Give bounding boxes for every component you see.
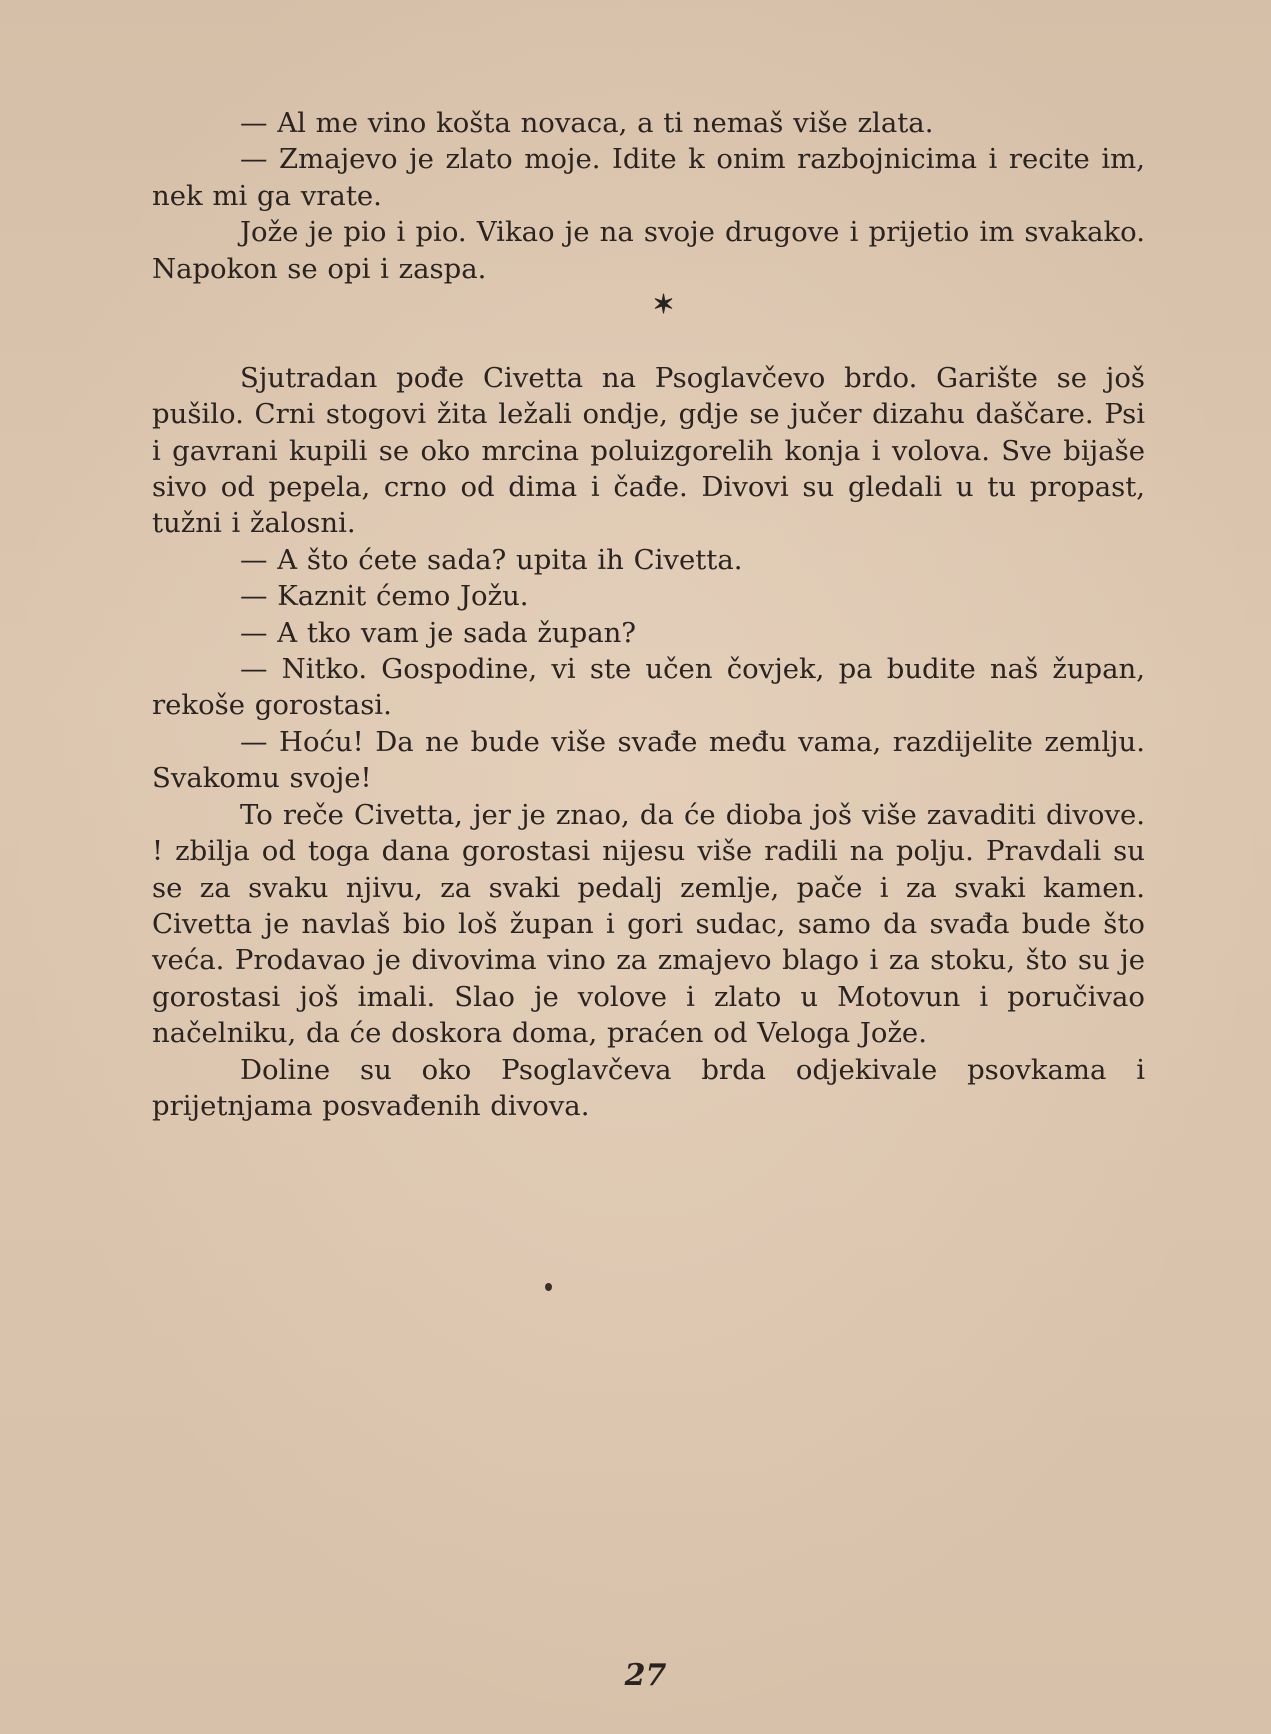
paragraph: — Hoću! Da ne bude više svađe među vama, razdijelite zemlju. Svakomu svoje! [152, 725, 1145, 795]
section-break-asterisk: ✶ [652, 290, 675, 321]
page-text [152, 105, 1145, 1124]
paragraph: — Zmajevo je zlato moje. Idite k onim razbojnicima i recite im, nek mi ga vrate. [152, 143, 1145, 212]
paragraph: — Al me vino košta novaca, a ti nemaš više zlata. [240, 107, 934, 139]
paragraph: — A tko vam je sada župan? [240, 616, 637, 649]
paragraph: — Kaznit ćemo Jožu. [240, 580, 529, 613]
paragraph: To reče Civetta, jer je znao, da će dioba još više zavaditi divove. ! zbilja od toga dana gorostasi nijesu više radili na polju. Pravdali su se za svaku njivu, za svaki pedalj zemlje, pače i za svaki kamen. Civetta je navlaš bio loš župan i gori sudac, samo da svađa bude što veća. Prodavao je divovima vino za zmajevo blago i za stoku, što su je gorostasi još imali. Slao je volove i zlato u Motovun i poručivao načelniku, da će doskora doma, praćen od Veloga Jože. [152, 798, 1145, 1050]
paragraph: — Nitko. Gospodine, vi ste učen čovjek, pa budite naš župan, rekoše gorostasi. [152, 653, 1145, 722]
ink-smudge [545, 1283, 552, 1291]
paragraph: Jože je pio i pio. Vikao je na svoje drugove i prijetio im svakako. Napokon se opi i zaspa. [152, 216, 1145, 285]
paragraph: Doline su oko Psoglavčeva brda odjekivale psovkama i prijetnjama posvađenih divova. [152, 1053, 1145, 1122]
paragraph: Sjutradan pođe Civetta na Psoglavčevo brdo. Garište se još pušilo. Crni stogovi žita ležali ondje, gdje se jučer dizahu daščare. Psi i gavrani kupili se oko mrcina poluizgorelih konja i volova. Sve bijaše sivo od pepela, crno od dima i čađe. Divovi su gledali u tu propast, tužni i žalosni. [152, 361, 1145, 540]
paragraph: — A što ćete sada? upita ih Civetta. [240, 543, 743, 576]
page-number: 27 [624, 1658, 667, 1693]
section-gap [152, 323, 1145, 359]
